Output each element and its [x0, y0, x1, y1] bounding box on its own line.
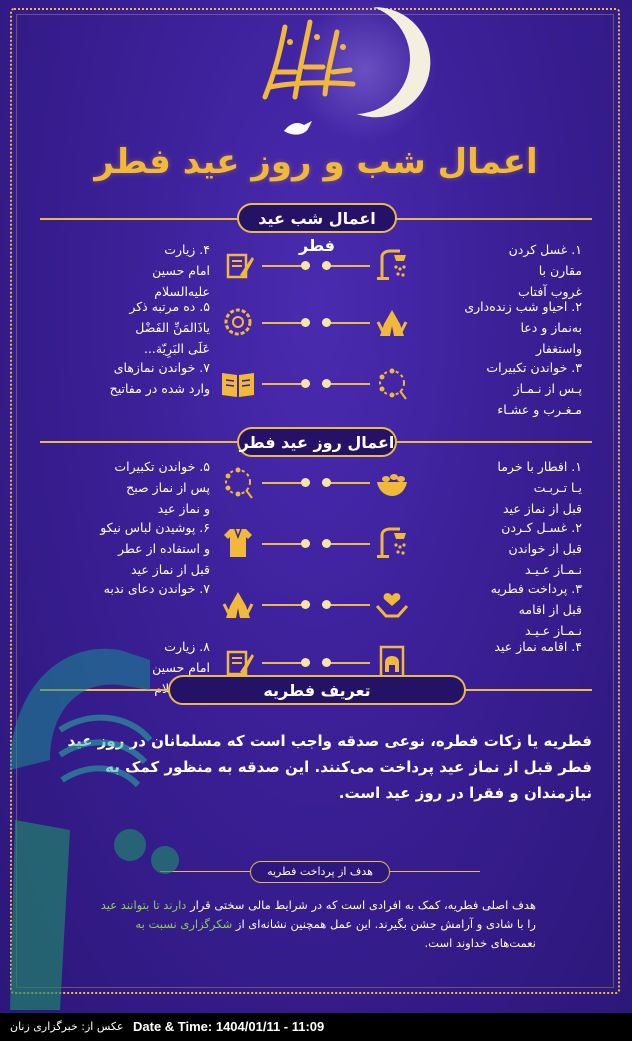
- day-item-connector: [322, 543, 370, 545]
- day-item-connector: [322, 604, 370, 606]
- night-item-text: ۵. ده مرتبه ذکر یاذَالمَنِّ الفَضْل عَلَی البَرِیّة...: [129, 299, 210, 356]
- shower-icon: [374, 247, 410, 283]
- goal-text-highlight: دارند تا بتوانند عید: [100, 898, 187, 912]
- definition-text: فطریه یا زکات فطره، نوعی صدقه واجب است که مسلمانان در روز عید فطر قبل از نماز عید پرداخت می‌کنند. این صدقه به منظور کمک به نیازمندان و فقرا در روز عید است.: [67, 732, 592, 802]
- connector-dot: [301, 261, 310, 270]
- open-book-icon: [220, 365, 256, 401]
- connector-dot: [322, 379, 331, 388]
- day-item-text: ۶. پوشیدن لباس نیکو و استفاده از عطر قبل از نماز عید: [100, 520, 210, 577]
- connector-dot: [322, 261, 331, 270]
- photo-credit: عکس از: خبرگزاری زنان: [10, 1020, 124, 1033]
- night-item-connector: [322, 265, 370, 267]
- night-item-connector: [262, 383, 310, 385]
- goal-text-highlight: شکرگزاری نسبت به: [135, 917, 233, 931]
- goal-text-part: نعمت‌های خداوند است.: [424, 936, 536, 950]
- connector-dot: [301, 318, 310, 327]
- night-item-text: ۷. خواندن نمازهای وارد شده در مفاتیح: [109, 360, 210, 396]
- prayer-beads-icon: [374, 365, 410, 401]
- connector-dot: [322, 539, 331, 548]
- night-section-heading: اعمال شب عید فطر: [237, 203, 397, 233]
- day-item-connector: [322, 662, 370, 664]
- praying-hands-icon: [374, 304, 410, 340]
- connector-dot: [322, 318, 331, 327]
- night-item-connector: [262, 322, 310, 324]
- connector-dot: [322, 658, 331, 667]
- day-item-text: ۲. غسـل کـردن قبل از خواندن نـمـاز عـیـد: [501, 520, 582, 577]
- night-item-text: ۱. غسل کردن مقارن با غروب آفتاب: [508, 242, 582, 299]
- connector-dot: [322, 600, 331, 609]
- news-agency-logo: [0, 620, 180, 1010]
- goal-heading: هدف از پرداخت فطریه: [250, 861, 390, 883]
- goal-rule-right: [390, 871, 480, 872]
- scroll-quill-icon: [220, 247, 256, 283]
- definition-heading: تعریف فطریه: [168, 675, 466, 705]
- rosary-icon: [220, 304, 256, 340]
- day-item-text: ۵. خواندن تکبیرات پس از نماز صبح و نماز عید: [114, 459, 210, 516]
- night-item-text: ۲. احیاو شب زنده‌داری به‌نماز و دعا واستغفار: [464, 299, 582, 356]
- dove-icon: [282, 117, 316, 139]
- connector-dot: [301, 478, 310, 487]
- connector-dot: [322, 478, 331, 487]
- connector-dot: [301, 539, 310, 548]
- footer-bar: [0, 1013, 632, 1041]
- prayer-beads-icon: [220, 464, 256, 500]
- praying-hands-icon: [220, 586, 256, 622]
- connector-dot: [301, 379, 310, 388]
- page-title: اعمال شب و روز عید فطر: [94, 142, 538, 182]
- night-item-text: ۴. زیارت امام حسین علیه‌السلام: [152, 242, 210, 299]
- day-item-connector: [262, 543, 310, 545]
- day-item-text: ۴. اقامه نماز عید: [494, 639, 582, 654]
- day-item-text: ۳. پرداخت فطریه قبل از اقامه نـمـاز عـیـد: [490, 581, 582, 638]
- connector-dot: [301, 658, 310, 667]
- goal-text-part: هدف اصلی فطریه، کمک به افرادی است که در شرایط مالی سختی قرار: [186, 898, 536, 912]
- calligraphy-logo: [255, 12, 360, 107]
- day-item-connector: [262, 662, 310, 664]
- day-item-connector: [262, 482, 310, 484]
- date-bowl-icon: [374, 464, 410, 500]
- shower-icon: [374, 525, 410, 561]
- day-item-connector: [322, 482, 370, 484]
- clothes-icon: [220, 525, 256, 561]
- day-item-text: ۱. افطار با خرما یـا تـربـت قبل از نماز عید: [497, 459, 582, 516]
- night-item-text: ۳. خواندن تکبیرات پـس از نـمـاز مـغـرب و عشـاء: [486, 360, 582, 417]
- night-item-connector: [322, 383, 370, 385]
- day-item-text: ۷. خواندن دعای ندبه: [103, 581, 210, 596]
- connector-dot: [301, 600, 310, 609]
- day-item-connector: [262, 604, 310, 606]
- night-item-connector: [262, 265, 310, 267]
- day-section-heading: اعمال روز عید فطر: [237, 427, 397, 457]
- charity-hands-icon: [374, 586, 410, 622]
- day-item-text: ۸. زیارت امام حسین: [152, 639, 210, 675]
- night-item-connector: [322, 322, 370, 324]
- date-time: Date & Time: 1404/01/11 - 11:09: [133, 1019, 325, 1034]
- goal-text-part: را با شادی و آرامش جشن بگیرند. این عمل همچنین نشانه‌ای از: [232, 917, 536, 931]
